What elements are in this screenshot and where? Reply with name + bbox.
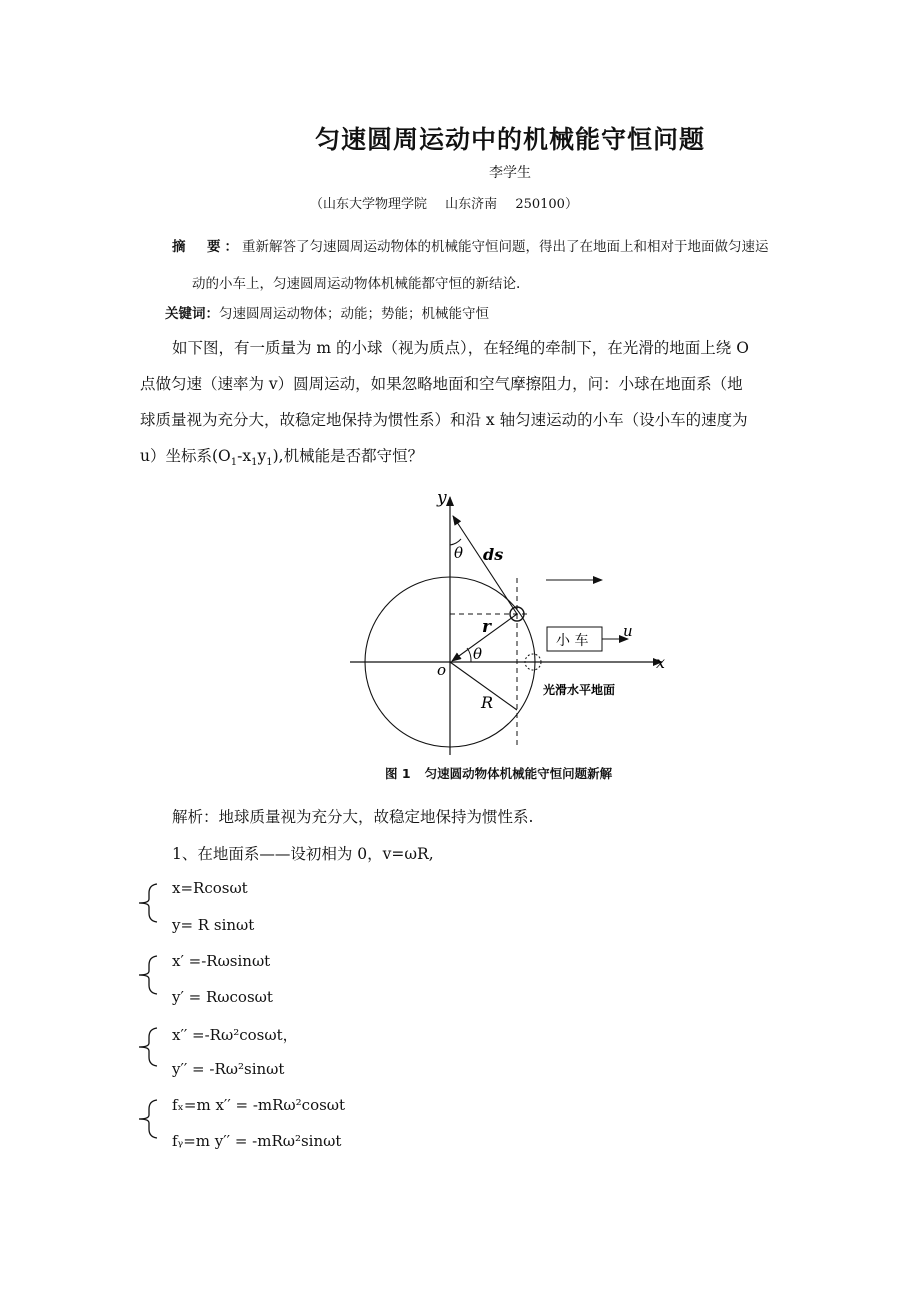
abstract-line-2: 动的小车上，匀速圆周运动物体机械能都守恒的新结论. — [192, 276, 521, 292]
caption-number: 图 1 — [385, 766, 411, 781]
brace-velocity — [137, 955, 159, 995]
keywords-label: 关键词： — [165, 306, 219, 322]
ds-arrow — [453, 516, 517, 614]
eq-acceleration-x: x′′ =-Rω²cosωt， — [172, 1026, 298, 1044]
abstract — [172, 229, 812, 303]
problem-line-4-sub-2: 1 — [251, 457, 258, 469]
label-u: u — [623, 622, 633, 640]
keywords — [165, 302, 489, 322]
affiliation-city: 山东济南 — [445, 197, 498, 212]
problem-line-4-c: -x — [237, 447, 252, 465]
problem-line-4-e: y — [257, 447, 267, 465]
label-ground: 光滑水平地面 — [543, 683, 616, 697]
brace-acceleration — [137, 1027, 159, 1067]
label-cart: 小 车 — [556, 633, 589, 649]
problem-line-3: 球质量视为充分大，故稳定地保持为惯性系）和沿 x 轴匀速运动的小车（设小车的速度为 — [140, 411, 748, 429]
problem-line-4-sub-1: 1 — [230, 457, 238, 469]
affiliation — [310, 193, 592, 212]
label-y: y — [437, 488, 447, 508]
abstract-label: 摘 要： — [172, 239, 242, 255]
label-ds: ds — [483, 545, 504, 564]
keywords-text: 匀速圆周运动物体；动能；势能；机械能守恒 — [219, 306, 489, 322]
author-name: 李学生 — [489, 165, 531, 181]
label-theta-top: θ — [454, 544, 464, 562]
eq-position-x: x=Rcosωt — [172, 879, 248, 897]
abstract-line-1: 重新解答了匀速圆周运动物体的机械能守恒问题，得出了在地面上和相对于地面做匀速运 — [242, 239, 769, 255]
eq-velocity-x: x′ =-Rωsinωt — [172, 952, 271, 970]
analysis-intro: 解析：地球质量视为充分大，故稳定地保持为惯性系. — [172, 808, 534, 826]
analysis-step-1: 1、在地面系——设初相为 0，v=ωR, — [172, 845, 434, 863]
label-x: x — [656, 653, 666, 672]
eq-position-y: y= R sinωt — [172, 916, 255, 934]
label-o: o — [437, 661, 447, 679]
problem-line-4 — [140, 438, 780, 481]
figure-1-diagram — [340, 485, 680, 765]
eq-acceleration-y: y′′ = -Rω²sinωt — [172, 1060, 285, 1078]
affiliation-zip: 250100） — [515, 197, 578, 212]
problem-line-4-a: u）坐标系(O — [140, 447, 231, 465]
eq-velocity-y: y′ = Rωcosωt — [172, 988, 273, 1006]
affiliation-org: （山东大学物理学院 — [310, 197, 428, 212]
eq-force-y: fᵧ=m y′′ = -mRω²sinωt — [172, 1132, 342, 1150]
brace-force — [137, 1099, 159, 1139]
problem-line-4-sub-3: 1 — [266, 457, 273, 469]
label-R: R — [481, 693, 494, 712]
brace-position — [137, 883, 159, 923]
caption-text: 匀速圆动物体机械能守恒问题新解 — [424, 766, 613, 781]
problem-paragraph — [140, 330, 780, 481]
paper-title: 匀速圆周运动中的机械能守恒问题 — [314, 125, 705, 154]
label-r: r — [482, 617, 491, 637]
problem-line-2: 点做匀速（速率为 v）圆周运动，如果忽略地面和空气摩擦阻力，问：小球在地面系（地 — [140, 375, 743, 393]
problem-line-4-g: ),机械能是否都守恒？ — [272, 447, 424, 465]
eq-force-x: fₓ=m x′′ = -mRω²cosωt — [172, 1096, 346, 1114]
figure-caption — [385, 764, 626, 782]
label-theta-center: θ — [473, 645, 483, 663]
problem-line-1: 如下图，有一质量为 m 的小球（视为质点），在轻绳的牵制下，在光滑的地面上绕 O — [172, 339, 749, 357]
